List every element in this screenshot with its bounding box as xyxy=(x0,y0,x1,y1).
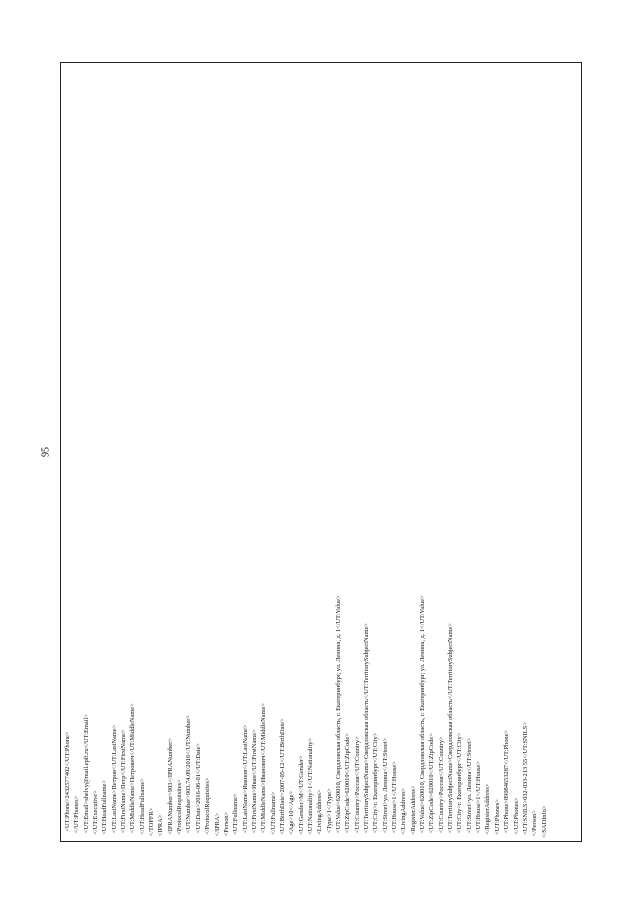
xml-line: <UT:LastName>Петров</UT:LastName> xyxy=(110,724,118,838)
xml-line: <UT:MiddleName>Иванович</UT:MiddleName> xyxy=(260,702,268,838)
xml-line: <UT:TerritorySubjectName>Свердловская область</UT:TerritorySubjectName> xyxy=(363,623,370,838)
xml-line: <UT:Country>Россия</UT:Country> xyxy=(437,736,445,838)
xml-line: <UT:City>г. Екатеринбург</UT:City> xyxy=(372,732,380,838)
rotated-content xyxy=(61,63,582,842)
xml-line: </LivingAddress> xyxy=(400,787,408,838)
xml-line: </ProtocolRequisites> xyxy=(204,777,212,838)
xml-line: <UT:City>г. Екатеринбург</UT:City> xyxy=(456,732,464,838)
xml-line: </UT:Executive> xyxy=(92,790,100,838)
xml-line: <UT:Number>903.74.09/2016</UT:Number> xyxy=(185,715,193,838)
xml-line: </Person> xyxy=(531,810,539,838)
xml-line: </UT:Phones> xyxy=(73,795,81,838)
xml-line: <UT:BirthDate>2007-05-12</UT:BirthDate> xyxy=(278,718,286,838)
xml-line: <IPRA> xyxy=(157,814,165,838)
xml-line: <UT:TerritorySubjectName>Свердловская область</UT:TerritorySubjectName> xyxy=(447,623,455,838)
xml-listing xyxy=(63,68,549,838)
xml-line: </UT:HeadFullname> xyxy=(138,778,146,838)
xml-line: <UT:LastName>Иванов</UT:LastName> xyxy=(241,724,249,838)
xml-line: <UT:House>1</UT:House> xyxy=(475,761,483,838)
xml-line: <UT:Phones> xyxy=(493,799,501,838)
xml-line: <UT:ZipCode>620010</UT:ZipCode> xyxy=(344,733,352,838)
document-frame xyxy=(60,62,582,842)
xml-line: <RegisterAddress> xyxy=(409,785,417,838)
xml-line: <Person> xyxy=(222,811,230,838)
xml-line: <UT:Value>620010, Свердловская область, г. Екатеринбург, ул. Ленина, д. 1</UT:Value> xyxy=(419,595,427,838)
xml-line: <Age>10</Age> xyxy=(288,790,296,838)
xml-line: <UT:FirstName>Петр</UT:FirstName> xyxy=(120,729,128,838)
xml-line: </IPRA> xyxy=(213,812,221,838)
xml-line: <UT:ZipCode>620010</UT:ZipCode> xyxy=(428,733,436,838)
xml-line: <UT:SNILS>032-033-213 55</UT:SNILS> xyxy=(521,722,529,838)
xml-line: <UT:Email>shelvy@mail.epft.ru</UT:Email> xyxy=(82,714,90,838)
xml-line: <UT:MiddleName>Петрович</UT:MiddleName> xyxy=(129,703,137,838)
xml-line: <UT:Date>2016-06-01</UT:Date> xyxy=(194,743,202,838)
xml-line: <Type>1</Type> xyxy=(325,788,333,838)
xml-line: <UT:Street>ул. Ленина</UT:Street> xyxy=(381,737,389,838)
xml-line: <UT:Value>620010, Свердловская область, г. Екатеринбург, ул. Ленина, д. 1</UT:Value> xyxy=(334,595,342,838)
xml-line: <UT:Street>ул. Ленина</UT:Street> xyxy=(465,737,473,838)
xml-line: <LivingAddress> xyxy=(316,789,324,838)
xml-line: <UT:Phone>2432577402</UT:Phone> xyxy=(64,731,71,838)
xml-line: </RegisterAddress> xyxy=(484,783,492,838)
xml-line: <IPRANumber>903</IPRANumber> xyxy=(166,738,174,838)
xml-line: <UT:Fullname> xyxy=(232,793,240,838)
xml-line: <UT:Country>Россия</UT:Country> xyxy=(353,736,361,838)
xml-line: </SADInfo> xyxy=(540,805,548,838)
xml-line: <UT:Nationality>1</UT:Nationality> xyxy=(306,737,314,838)
xml-line: </TOPFR> xyxy=(148,807,156,838)
xml-line: <UT:Phone>89084653287</UT:Phone> xyxy=(503,729,511,838)
xml-line: <UT:Gender>M</UT:Gender> xyxy=(297,755,305,838)
xml-line: <UT:FirstName>Иван</UT:FirstName> xyxy=(250,729,258,838)
xml-line: <UT:HeadFullname> xyxy=(101,779,109,838)
xml-line: </UT:Phones> xyxy=(512,797,520,838)
xml-line: <UT:House>1</UT:House> xyxy=(391,761,399,838)
xml-line: </UT:Fullname> xyxy=(269,791,277,838)
xml-line: <ProtocolRequisites> xyxy=(176,779,184,838)
page-number: 95 xyxy=(40,447,52,457)
